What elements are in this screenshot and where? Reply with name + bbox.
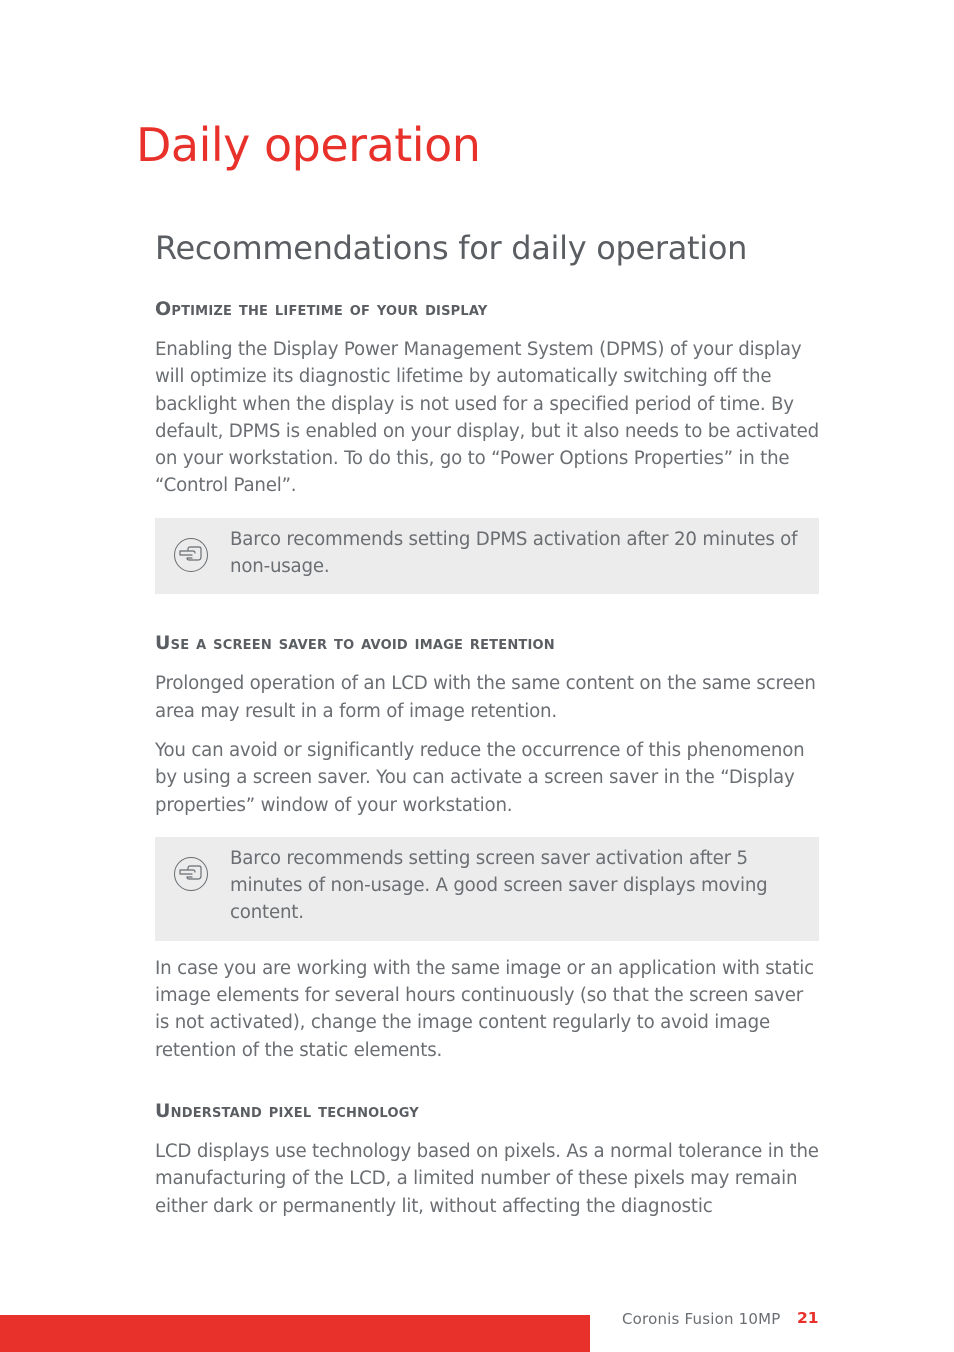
section-title: Recommendations for daily operation — [155, 229, 748, 267]
paragraph: You can avoid or significantly reduce the occurrence of this phenomenon by using a screen saver. You can activate a screen saver in the “Display properties” window of your workstation. — [155, 739, 805, 816]
note-box — [155, 837, 819, 941]
footer-accent-bar — [0, 1315, 590, 1352]
note-text: Barco recommends setting screen saver activation after 5 minutes of non-usage. A good screen saver displays moving content. — [230, 847, 768, 924]
paragraph: LCD displays use technology based on pixels. As a normal tolerance in the manufacturing of the LCD, a limited number of these pixels may remain either dark or permanently lit, without affecting the diagnostic — [155, 1140, 819, 1217]
paragraph: Prolonged operation of an LCD with the same content on the same screen area may result in a form of image retention. — [155, 673, 816, 722]
chapter-title: Daily operation — [136, 118, 481, 172]
note-box — [155, 518, 819, 595]
pointing-hand-icon — [174, 857, 208, 891]
note-text: Barco recommends setting DPMS activation after 20 minutes of non-usage. — [230, 528, 798, 578]
subsection-heading-pixel-technology: Understand pixel technology — [155, 1099, 419, 1122]
paragraph: Enabling the Display Power Management System (DPMS) of your display will optimize its diagnostic lifetime by automatically switching off the backlight when the display is not used for a specified period of time. By default, DPMS is enabled on your display, but it also needs to be activated on your workstation. To do this, go to “Power Options Properties” in the “Control Panel”. — [155, 339, 819, 497]
subsection-heading-screen-saver: Use a screen saver to avoid image retention — [155, 632, 555, 655]
subsection-heading-optimize: Optimize the lifetime of your display — [155, 298, 488, 320]
footer-product-name: Coronis Fusion 10MP — [622, 1310, 781, 1328]
page-content — [155, 226, 819, 1232]
page-number: 21 — [797, 1309, 819, 1327]
pointing-hand-icon — [174, 538, 208, 572]
paragraph: In case you are working with the same image or an application with static image elements for several hours continuously (so that the screen saver is not activated), change the image content regularly to avoid image retention of the static elements. — [155, 957, 814, 1061]
